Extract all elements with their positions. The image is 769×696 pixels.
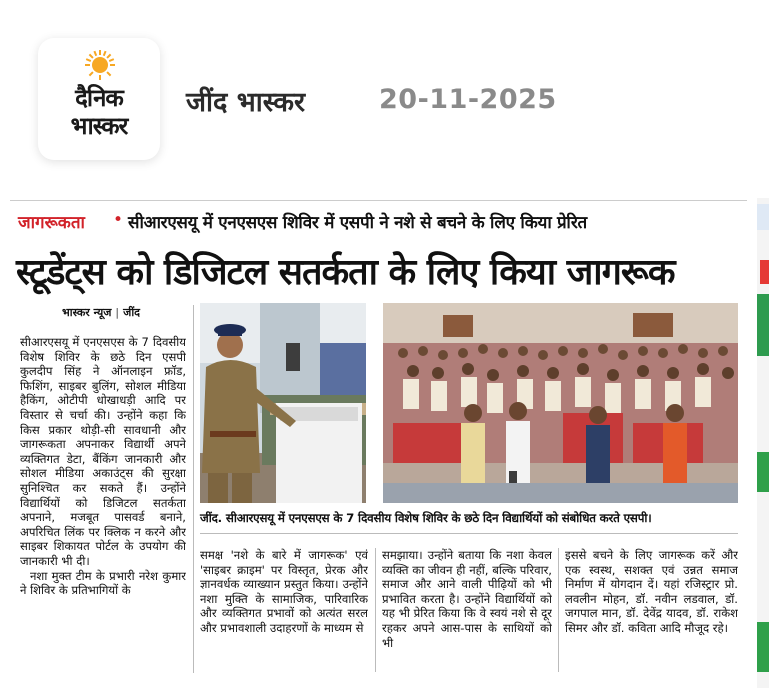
- photo-sp-at-podium: [200, 303, 366, 503]
- column-divider: [375, 548, 376, 672]
- kicker-bullet: •: [113, 210, 124, 230]
- caption-divider: [200, 533, 738, 534]
- column-divider: [558, 548, 559, 672]
- article-column-4: इससे बचने के लिए जागरूक करें और एक स्वस्थ, सशक्त एवं उन्नत समाज निर्माण में योगदान दें। यहां रजिस्ट्रार प्रो. लवलीन मोहन, डॉ. नवीन लडवाल, डॉ. जगपाल मान, डॉ. देवेंद्र यादव, डॉ. राकेश सिमर और डॉ. कविता आदि मौजूद रहे।: [565, 548, 738, 635]
- dainik-bhaskar-logo: [38, 38, 160, 160]
- article-column-2: समक्ष 'नशे के बारे में जागरूक' एवं 'साइबर क्राइम' पर विस्तृत, प्रेरक और ज्ञानवर्धक व्याख्यान प्रस्तुत किया। उन्होंने नशा मुक्ति के सामाजिक, पारिवारिक और व्यक्तिगत प्रभावों को अत्यंत सरल और प्रभावशाली उदाहरणों के माध्यम से: [200, 548, 368, 635]
- edition-date: 20-11-2025: [379, 84, 557, 115]
- byline-place: जींद: [123, 306, 141, 319]
- article-byline: [62, 305, 140, 320]
- byline-separator: |: [115, 306, 120, 319]
- article-column-3: समझाया। उन्होंने बताया कि नशा केवल व्यक्ति का जीवन ही नहीं, बल्कि परिवार, समाज और आने वाली पीढ़ियों को भी प्रभावित करता है। उन्होंने विद्यार्थियों को यह भी प्रेरित किया कि वे स्वयं नशे से दूर रहकर अपने आस-पास के साथियों को भी: [382, 548, 552, 650]
- photo-caption: जींद. सीआरएसयू में एनएसएस के 7 दिवसीय विशेष शिविर के छठे दिन विद्यार्थियों को संबोधित करते एसपी।: [200, 511, 652, 525]
- photo-students-audience: [383, 303, 738, 503]
- column-1-paragraph-1: सीआरएसयू में एनएसएस के 7 दिवसीय विशेष शिविर के छठे दिन एसपी कुलदीप सिंह ने ऑनलाइन फ्रॉड, फिशिंग, साइबर बुलिंग, सोशल मीडिया हैकिंग, ओटीपी धोखाधड़ी आदि पर विस्तार से चर्चा की। उन्होंने कहा कि किस प्रकार थोड़ी-सी सावधानी और जागरूकता अपनाकर विद्यार्थी अपने व्यक्तिगत डेटा, बैंकिंग जानकारी और सोशल मीडिया अकाउंट्स की सुरक्षा सुनिश्चित कर सकते हैं। उन्होंने विद्यार्थियों को डिजिटल सतर्कता अपनाने, मजबूत पासवर्ड बनाने, अपरिचित लिंक पर क्लिक न करने और साइबर शिकायत पोर्टल के उपयोग की जानकारी भी दी।: [20, 335, 186, 568]
- sun-logo-icon: [85, 50, 115, 80]
- adjacent-block: [757, 622, 769, 672]
- column-divider: [193, 305, 194, 673]
- column-1-paragraph-2: नशा मुक्त टीम के प्रभारी नरेश कुमार ने शिविर के प्रतिभागियों के: [20, 568, 186, 598]
- adjacent-block: [757, 294, 769, 356]
- article-headline: स्टूडेंट्स को डिजिटल सतर्कता के लिए किया जागरूक: [16, 252, 675, 293]
- adjacent-block: [760, 260, 769, 284]
- article-subheadline: सीआरएसयू में एनएसएस शिविर में एसपी ने नशे से बचने के लिए किया प्रेरित: [128, 213, 587, 233]
- logo-text-bhaskar: भास्कर: [70, 112, 128, 140]
- article-column-1: [20, 335, 186, 671]
- edition-title: जींद भास्कर: [186, 87, 306, 118]
- logo-text-dainik: दैनिक: [75, 84, 123, 112]
- adjacent-block: [757, 452, 769, 492]
- adjacent-article-edge: [757, 198, 769, 688]
- article-kicker: जागरूकता: [18, 213, 85, 233]
- byline-source: भास्कर न्यूज: [62, 306, 112, 319]
- adjacent-block: [757, 204, 769, 230]
- top-divider: [10, 200, 747, 201]
